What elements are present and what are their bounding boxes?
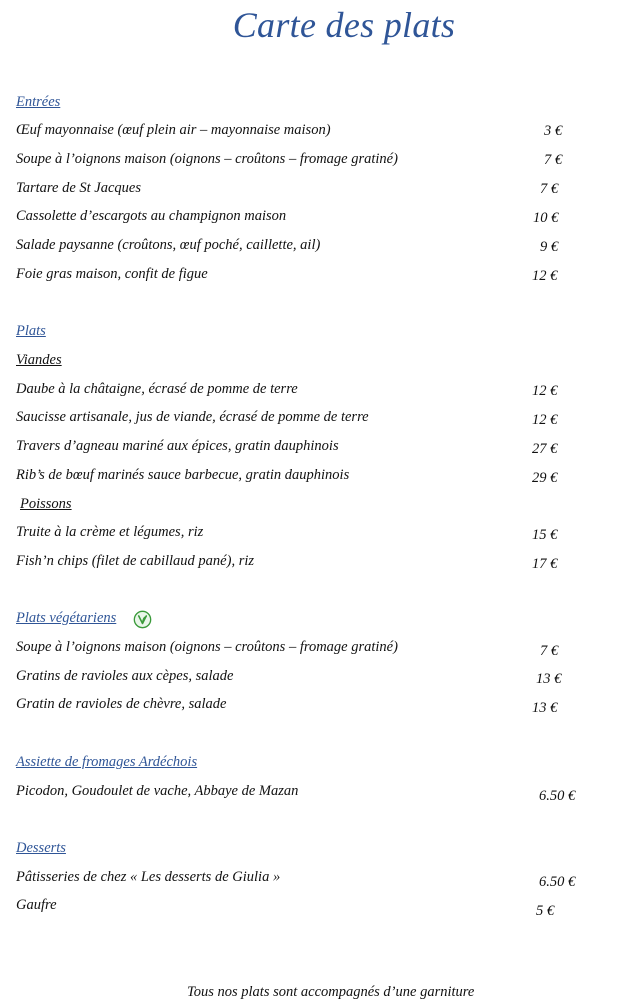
menu-item-price: 7 € [544,152,563,168]
menu-item-price: 10 € [533,210,559,226]
menu-item-price: 15 € [532,527,558,543]
menu-item-price: 29 € [532,470,558,486]
menu-item-price: 6.50 € [539,874,576,890]
menu-item-price: 17 € [532,556,558,572]
menu-item-name: Gratins de ravioles aux cèpes, salade [16,668,234,684]
menu-item-price: 13 € [536,671,562,687]
menu-item-name: Gaufre [16,897,57,913]
menu-item-name: Foie gras maison, confit de figue [16,266,208,282]
menu-item-name: Pâtisseries de chez « Les desserts de Giulia » [16,869,281,885]
menu-item-name: Œuf mayonnaise (œuf plein air – mayonnaise maison) [16,122,331,138]
menu-item-name: Gratin de ravioles de chèvre, salade [16,696,227,712]
section-heading-entrees: Entrées [16,94,61,110]
menu-item-price: 9 € [540,239,559,255]
subheading-poissons: Poissons [20,496,72,512]
menu-item-price: 6.50 € [539,788,576,804]
menu-item-name: Cassolette d’escargots au champignon maison [16,208,287,224]
menu-item-name: Picodon, Goudoulet de vache, Abbaye de Mazan [16,783,299,799]
menu-item-name: Daube à la châtaigne, écrasé de pomme de terre [16,381,298,397]
vegetarian-icon [133,610,152,629]
menu-item-name: Fish’n chips (filet de cabillaud pané), riz [16,553,255,569]
page-title: Carte des plats [232,5,456,45]
menu-item-name: Saucisse artisanale, jus de viande, écrasé de pomme de terre [16,409,369,425]
menu-item-price: 7 € [540,643,559,659]
menu-item-name: Soupe à l’oignons maison (oignons – croûtons – fromage gratiné) [16,151,398,167]
menu-item-name: Truite à la crème et légumes, riz [16,524,204,540]
menu-item-name: Rib’s de bœuf marinés sauce barbecue, gratin dauphinois [16,467,350,483]
menu-item-name: Tartare de St Jacques [16,180,141,196]
section-heading-fromages: Assiette de fromages Ardéchois [16,754,198,770]
footer-note: Tous nos plats sont accompagnés d’une garniture [187,984,475,1000]
menu-item-price: 12 € [532,268,558,284]
subheading-viandes: Viandes [16,352,62,368]
menu-item-name: Soupe à l’oignons maison (oignons – croûtons – fromage gratiné) [16,639,398,655]
menu-item-price: 7 € [540,181,559,197]
menu-item-name: Travers d’agneau mariné aux épices, gratin dauphinois [16,438,339,454]
menu-item-price: 12 € [532,412,558,428]
menu-item-price: 12 € [532,383,558,399]
menu-item-price: 27 € [532,441,558,457]
menu-item-name: Salade paysanne (croûtons, œuf poché, caillette, ail) [16,237,321,253]
menu-item-price: 13 € [532,700,558,716]
section-heading-desserts: Desserts [16,840,66,856]
section-heading-plats: Plats [16,323,46,339]
section-heading-vegetariens: Plats végétariens [16,610,117,626]
menu-item-price: 5 € [536,903,555,919]
menu-item-price: 3 € [544,123,563,139]
